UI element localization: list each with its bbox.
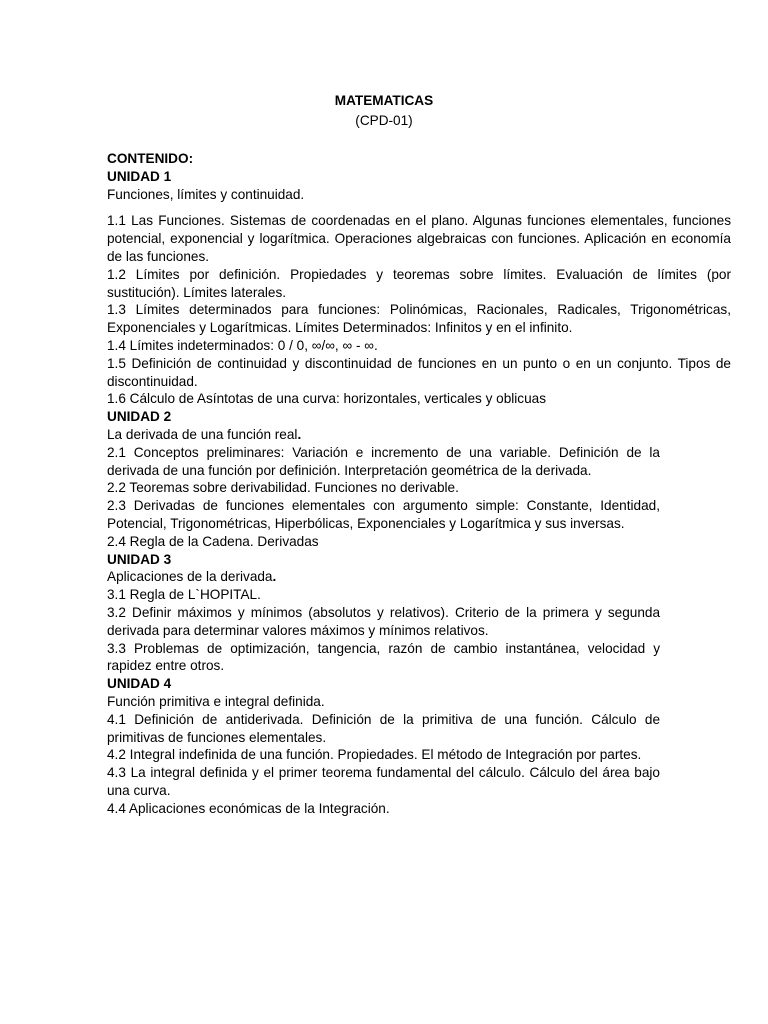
unit-4-heading: UNIDAD 4 — [107, 676, 172, 692]
unit-2-subtitle-end: . — [297, 426, 302, 442]
unit-4-item-2: 4.2 Integral indefinida de una función. Propiedades. El método de Integración por partes. — [107, 747, 642, 763]
unit-4-item-1: 4.1 Definición de antiderivada. Definición de la primitiva de una función. Cálculo de primitivas de funciones elementales. — [107, 711, 660, 745]
document-body — [107, 150, 731, 817]
contents-label: CONTENIDO: — [107, 151, 194, 166]
unit-2-item-4: 2.4 Regla de la Cadena. Derivadas — [107, 533, 319, 549]
unit-3-heading: UNIDAD 3 — [107, 551, 172, 567]
unit-3-item-2: 3.2 Definir máximos y mínimos (absolutos y relativos). Criterio de la primera y segunda derivada para determinar valores máximos y mínimos relativos. — [107, 604, 660, 638]
document-code: (CPD-01) — [355, 113, 413, 128]
unit-2-subtitle — [107, 426, 660, 444]
unit-3-item-1: 3.1 Regla de L`HOPITAL. — [107, 587, 261, 603]
unit-4-item-3: 4.3 La integral definida y el primer teorema fundamental del cálculo. Cálculo del área bajo una curva. — [107, 765, 660, 798]
unit-1-item-3: 1.3 Límites determinados para funciones: Polinómicas, Racionales, Radicales, Trigonométricas, Exponenciales y Logarítmicas. Límites Determinados: Infinitos y en el infinito. — [107, 302, 731, 336]
unit-1-subtitle: Funciones, límites y continuidad. — [107, 186, 305, 202]
unit-4-item-4: 4.4 Aplicaciones económicas de la Integración. — [107, 800, 390, 816]
unit-2-subtitle-text: La derivada de una función real — [107, 426, 298, 442]
unit-4-subtitle: Función primitiva e integral definida. — [107, 693, 325, 709]
unit-2-item-1: 2.1 Conceptos preliminares: Variación e incremento de una variable. Definición de la derivada de una función por definición. Interpretación geométrica de la derivada. — [107, 444, 660, 478]
unit-3-subtitle-end: . — [272, 569, 277, 585]
unit-1 — [107, 168, 731, 408]
unit-2-item-3: 2.3 Derivadas de funciones elementales con argumento simple: Constante, Identidad, Potencial, Trigonométricas, Hiperbólicas, Exponenciales y Logarítmica y sus inversas. — [107, 498, 660, 531]
title-block — [0, 92, 768, 130]
unit-1-heading: UNIDAD 1 — [107, 168, 172, 184]
unit-1-item-6: 1.6 Cálculo de Asíntotas de una curva: horizontales, verticales y oblicuas — [107, 391, 547, 407]
unit-3-subtitle-text: Aplicaciones de la derivada — [107, 569, 273, 585]
unit-2-heading: UNIDAD 2 — [107, 409, 172, 425]
document-title: MATEMATICAS — [334, 93, 434, 108]
unit-2-item-2: 2.2 Teoremas sobre derivabilidad. Funciones no derivable. — [107, 480, 459, 496]
unit-1-item-4: 1.4 Límites indeterminados: 0 / 0, ∞/∞, ∞ - ∞. — [107, 337, 378, 353]
unit-1-item-1: 1.1 Las Funciones. Sistemas de coordenadas en el plano. Algunas funciones elementales, funciones potencial, exponencial y logarítmica. Operaciones algebraicas con funciones. Aplicación en economía de las funciones. — [107, 213, 731, 264]
unit-3-subtitle — [107, 568, 660, 586]
unit-2 — [107, 408, 660, 550]
unit-3-item-3: 3.3 Problemas de optimización, tangencia, razón de cambio instantánea, velocidad y rapidez entre otros. — [107, 640, 660, 674]
unit-4 — [107, 675, 660, 817]
unit-1-item-2: 1.2 Límites por definición. Propiedades y teoremas sobre límites. Evaluación de límites (por sustitución). Límites laterales. — [107, 266, 731, 300]
unit-3 — [107, 551, 660, 676]
unit-1-item-5: 1.5 Definición de continuidad y discontinuidad de funciones en un punto o en un conjunto. Tipos de discontinuidad. — [107, 355, 731, 389]
